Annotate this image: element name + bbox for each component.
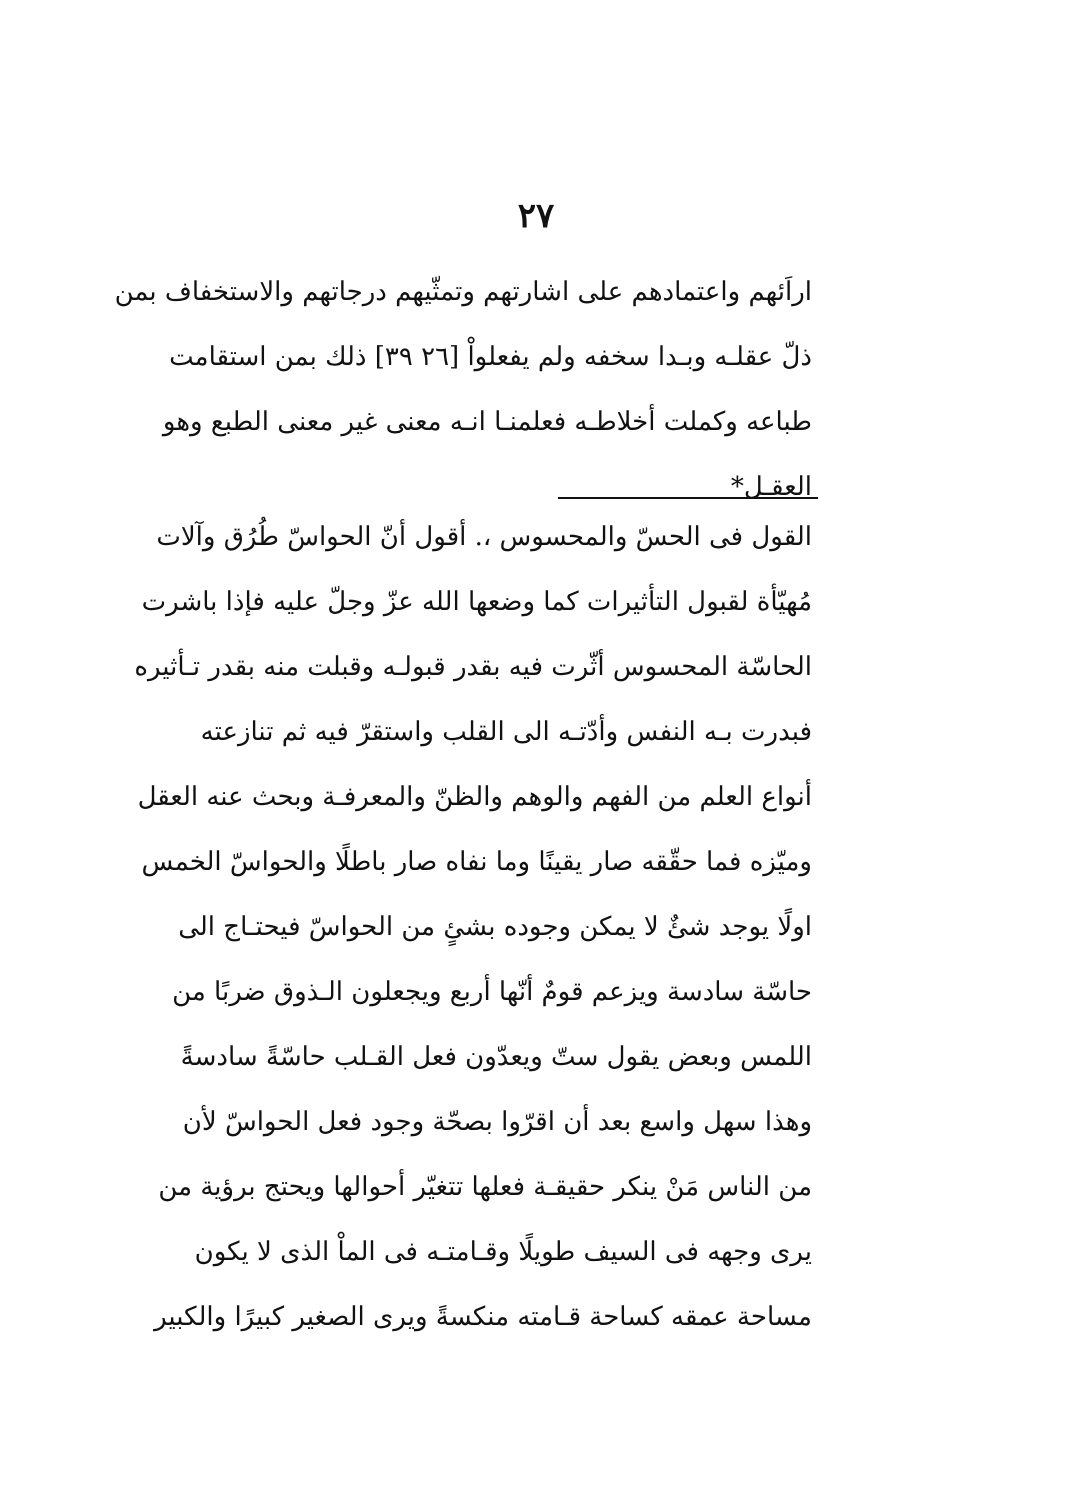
text-line: ذلّ عقلـه وبـدا سخفه ولم يفعلواْ [٢٦ ٣٩] ذلك بمن استقامت: [169, 342, 812, 372]
text-line: وهذا سهل واسع بعد أن اقرّوا بصحّة وجود فعل الحواسّ لأن: [182, 1107, 812, 1137]
text-line: اللمس وبعض يقول ستّ ويعدّون فعل القـلب حاسّةً سادسةً: [180, 1042, 812, 1072]
text-line: وميّزه فما حقّقه صار يقينًا وما نفاه صار باطلًا والحواسّ الخمس: [141, 847, 812, 877]
text-line: اولًا يوجد شئٌ لا يمكن وجوده بشئٍ من الحواسّ فيحتـاج الى: [178, 912, 812, 942]
text-line: الحاسّة المحسوس أثّرت فيه بقدر قبولـه وقبلت منه بقدر تـأثيره: [134, 652, 812, 682]
text-line: يرى وجهه فى السيف طويلًا وقـامتـه فى الماْ الذى لا يكون: [194, 1237, 812, 1267]
paragraph-senses: [134, 505, 812, 1350]
paragraph-intellect: [114, 260, 812, 520]
text-line: القول فى الحسّ والمحسوس ،. أقول أنّ الحواسّ طُرُق وآلات: [156, 522, 812, 552]
text-line: فبدرت بـه النفس وأدّتـه الى القلب واستقرّ فيه ثم تنازعته: [200, 717, 812, 747]
text-line: مُهيّأة لقبول التأثيرات كما وضعها الله عزّ وجلّ عليه فإذا باشرت: [141, 587, 812, 617]
text-line: أنواع العلم من الفهم والوهم والظنّ والمعرفـة وبحث عنه العقل: [137, 782, 812, 812]
section-divider: [558, 497, 818, 499]
text-line: مساحة عمقه كساحة قـامته منكسةً ويرى الصغير كبيرًا والكبير: [154, 1302, 812, 1332]
page-number: ٢٧: [517, 196, 555, 236]
text-line: العقـل*: [730, 472, 812, 502]
text-line: حاسّة سادسة ويزعم قومٌ أنّها أربع ويجعلون الـذوق ضربًا من: [172, 977, 812, 1007]
text-line: طباعه وكملت أخلاطـه فعلمنـا انـه معنى غير معنى الطبع وهو: [162, 407, 812, 437]
text-line: من الناس مَنْ ينكر حقيقـة فعلها تتغيّر أحوالها ويحتج برؤية من: [158, 1172, 812, 1202]
text-line: اراَئهم واعتمادهم على اشارتهم وتمثّيهم درجاتهم والاستخفاف بمن: [114, 277, 812, 307]
